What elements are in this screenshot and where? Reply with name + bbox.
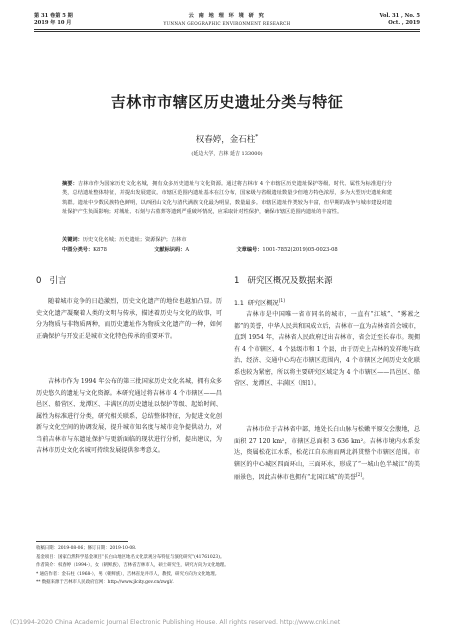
classification-line	[62, 246, 392, 254]
section-1-paragraph-2	[234, 424, 420, 484]
authors	[34, 133, 420, 145]
section-1-paragraph-1: 吉林市是中国唯一省市同名的城市，一直有“江城”、“雾凇之都”的美誉，中华人民共和国成立后，吉林市一直为吉林省首会城市，直到 1954 年，吉林省人民政府迁出吉林市，省会迁至长春市。现拥有 4 个市辖区、4 个县级市和 1 个县，由于历史上吉林的发祥地与政治、经济、交通中心均在市辖区范围内，4 个市辖区之间历史文化联系也较为紧密，所以将主要研究区域定为 4 个市辖区——昌邑区、船营区、龙潭区、丰满区（图1）。	[234, 311, 420, 387]
footnote-funding: 基金项目：国家自然科学基金项目“长白山地区地名文化景观分布特征与演化研究”(41761023)。	[36, 554, 225, 560]
keywords	[62, 236, 392, 244]
copyright-line: (C)1994-2020 China Academic Journal Electronic Publishing House. All rights reserved. http://www.cnki.net	[10, 619, 341, 626]
header-volume-en	[330, 13, 420, 27]
header-rule	[34, 29, 420, 30]
footnote-corresponding: * 通信作者：金石柱（1968-），男（朝鲜族），吉林省龙井市人，教授，研究方向为文化地理。	[36, 571, 220, 577]
subsection-1-1-heading	[234, 298, 420, 308]
clc-label: 中图分类号：	[62, 247, 94, 253]
section-0-title: 引言	[49, 276, 67, 286]
abstract-label: 摘要：	[62, 181, 78, 187]
journal-title-en: YUNNAN GEOGRAPHIC ENVIRONMENT RESEARCH	[163, 21, 291, 26]
section-0-heading	[36, 276, 222, 287]
footnote-rule	[36, 541, 128, 542]
section-1-paragraph-2-end: 。	[362, 474, 369, 482]
subsection-1-1-ref: [1]	[278, 299, 285, 304]
paper-title: 吉林市市辖区历史遗址分类与特征	[110, 93, 344, 111]
section-1-number: 1	[234, 276, 240, 286]
doc-code-value: A	[185, 247, 190, 253]
header-date-en: Oct. , 2019	[388, 20, 420, 26]
corresponding-mark: *	[255, 133, 259, 141]
footnote-author-bio: 作者简介：权春婷（1994-），女（朝鲜族），吉林省吉林市人，硕士研究生，研究方向为文化地理。	[36, 563, 229, 569]
keywords-text: 历史文化名城；历史遗址；资源保护；吉林市	[82, 237, 187, 243]
section-1-paragraph-2-ref: [2]	[356, 473, 363, 478]
article-number-label: 文章编号：	[236, 247, 263, 253]
section-0-paragraph-1: 随着城市竞争的日趋激烈，历史文化遗产的地位也越加凸显。历史文化遗产凝聚着人类的文明与传承，描述着历史与文化的故事，可分为物质与非物质两种，而历史遗址作为物质文化遗产的一种，如何正确保护与开发正是城市文化特色传承的重要环节。	[36, 298, 222, 340]
keywords-label: 关键词：	[62, 237, 83, 243]
section-0-paragraph-2: 吉林市作为 1994 年公布的第三批国家历史文化名城，拥有众多历史悠久的遗址与文化资源。本研究通过将吉林市 4 个市辖区——昌邑区、船营区、龙潭区、丰满区的历史遗址以保护等级、起始时间、属性为标准进行分类，研究相关联系，总结整体特征，为促进文化创新与文化空间的协调发展，提升城市知名度与城市竞争提供动力，对当前吉林市与东遗址保护与更新面临的现状进行分析，提出建议，为吉林市历史文化名城可持续发展提供参考意义。	[36, 378, 222, 454]
clc-value: K878	[93, 247, 107, 253]
footnote-received: 收稿日期：2019-08-06；修订日期：2019-10-08.	[36, 546, 137, 551]
section-1-title: 研究区概况及数据来源	[247, 276, 333, 286]
affiliation: (延边大学，吉林 延吉 133000)	[191, 151, 263, 157]
abstract-text: 吉林市作为国家历史文化名城，拥有众多历史遗址与文化资源。通过将吉林市 4 个市辖区历史遗址保护等级、时代、属性为标准进行分类，总结遗址整体特征，并提出发展建议。市辖区范围内遗址基本在江分布，国家级与省级遗址数量少但地方特色浓厚，多为大型历史遗址和建筑群。遗址中少数民族特色鲜明，以西团山文化与清代满族文化最为明显，数量最多。市辖区遗址作类较为丰富，但早期的战争与城市建设对遗址保护产生负面影响；对城址、石刻与古墓葬等遗到严重破坏情况，应采取针对性保护，确保市辖区范围内遗址的丰富性。	[62, 181, 392, 216]
doc-code-label: 文献标识码：	[154, 247, 186, 253]
header-volume-issue: 第 31 卷第 5 期	[34, 13, 73, 19]
author-names: 权春婷，金石柱	[195, 135, 256, 145]
section-0-number: 0	[36, 276, 42, 286]
article-number-value: 1001-7852(2019)05-0023-08	[262, 247, 338, 253]
section-1-heading	[234, 276, 420, 287]
journal-title-cn: 云 南 地 理 环 境 研 究	[188, 13, 266, 19]
subsection-1-1-title: 研究区概况	[247, 300, 279, 308]
section-1-paragraph-2-text: 吉林市位于吉林省中部，地处长白山脉与松嫩平原交会腹地，总面积 27 120 km²，市辖区总面积 3 636 km²。吉林市境内水系发达，资属松花江水系，松花江自东南而两北斜贯整个市辖区范围。市辖区的中心城区四面环山，三面环水，形成了“一城山色半城江”的美丽景色，因此吉林市也拥有“北国江城”的美誉	[234, 426, 420, 482]
header-volume	[34, 13, 73, 27]
abstract	[62, 180, 392, 218]
subsection-1-1-number: 1.1	[234, 300, 244, 308]
footnote-data-source: ** 数据来源于吉林市人民政府官网：http://www.jlcity.gov.cn/zwgl/.	[36, 580, 174, 586]
footnotes	[36, 545, 422, 588]
header-volume-issue-en: Vol. 31 , No. 5	[379, 13, 420, 19]
header-date: 2019 年 10 月	[34, 20, 72, 26]
journal-header	[140, 13, 314, 27]
header-rule-thin	[34, 31, 420, 32]
